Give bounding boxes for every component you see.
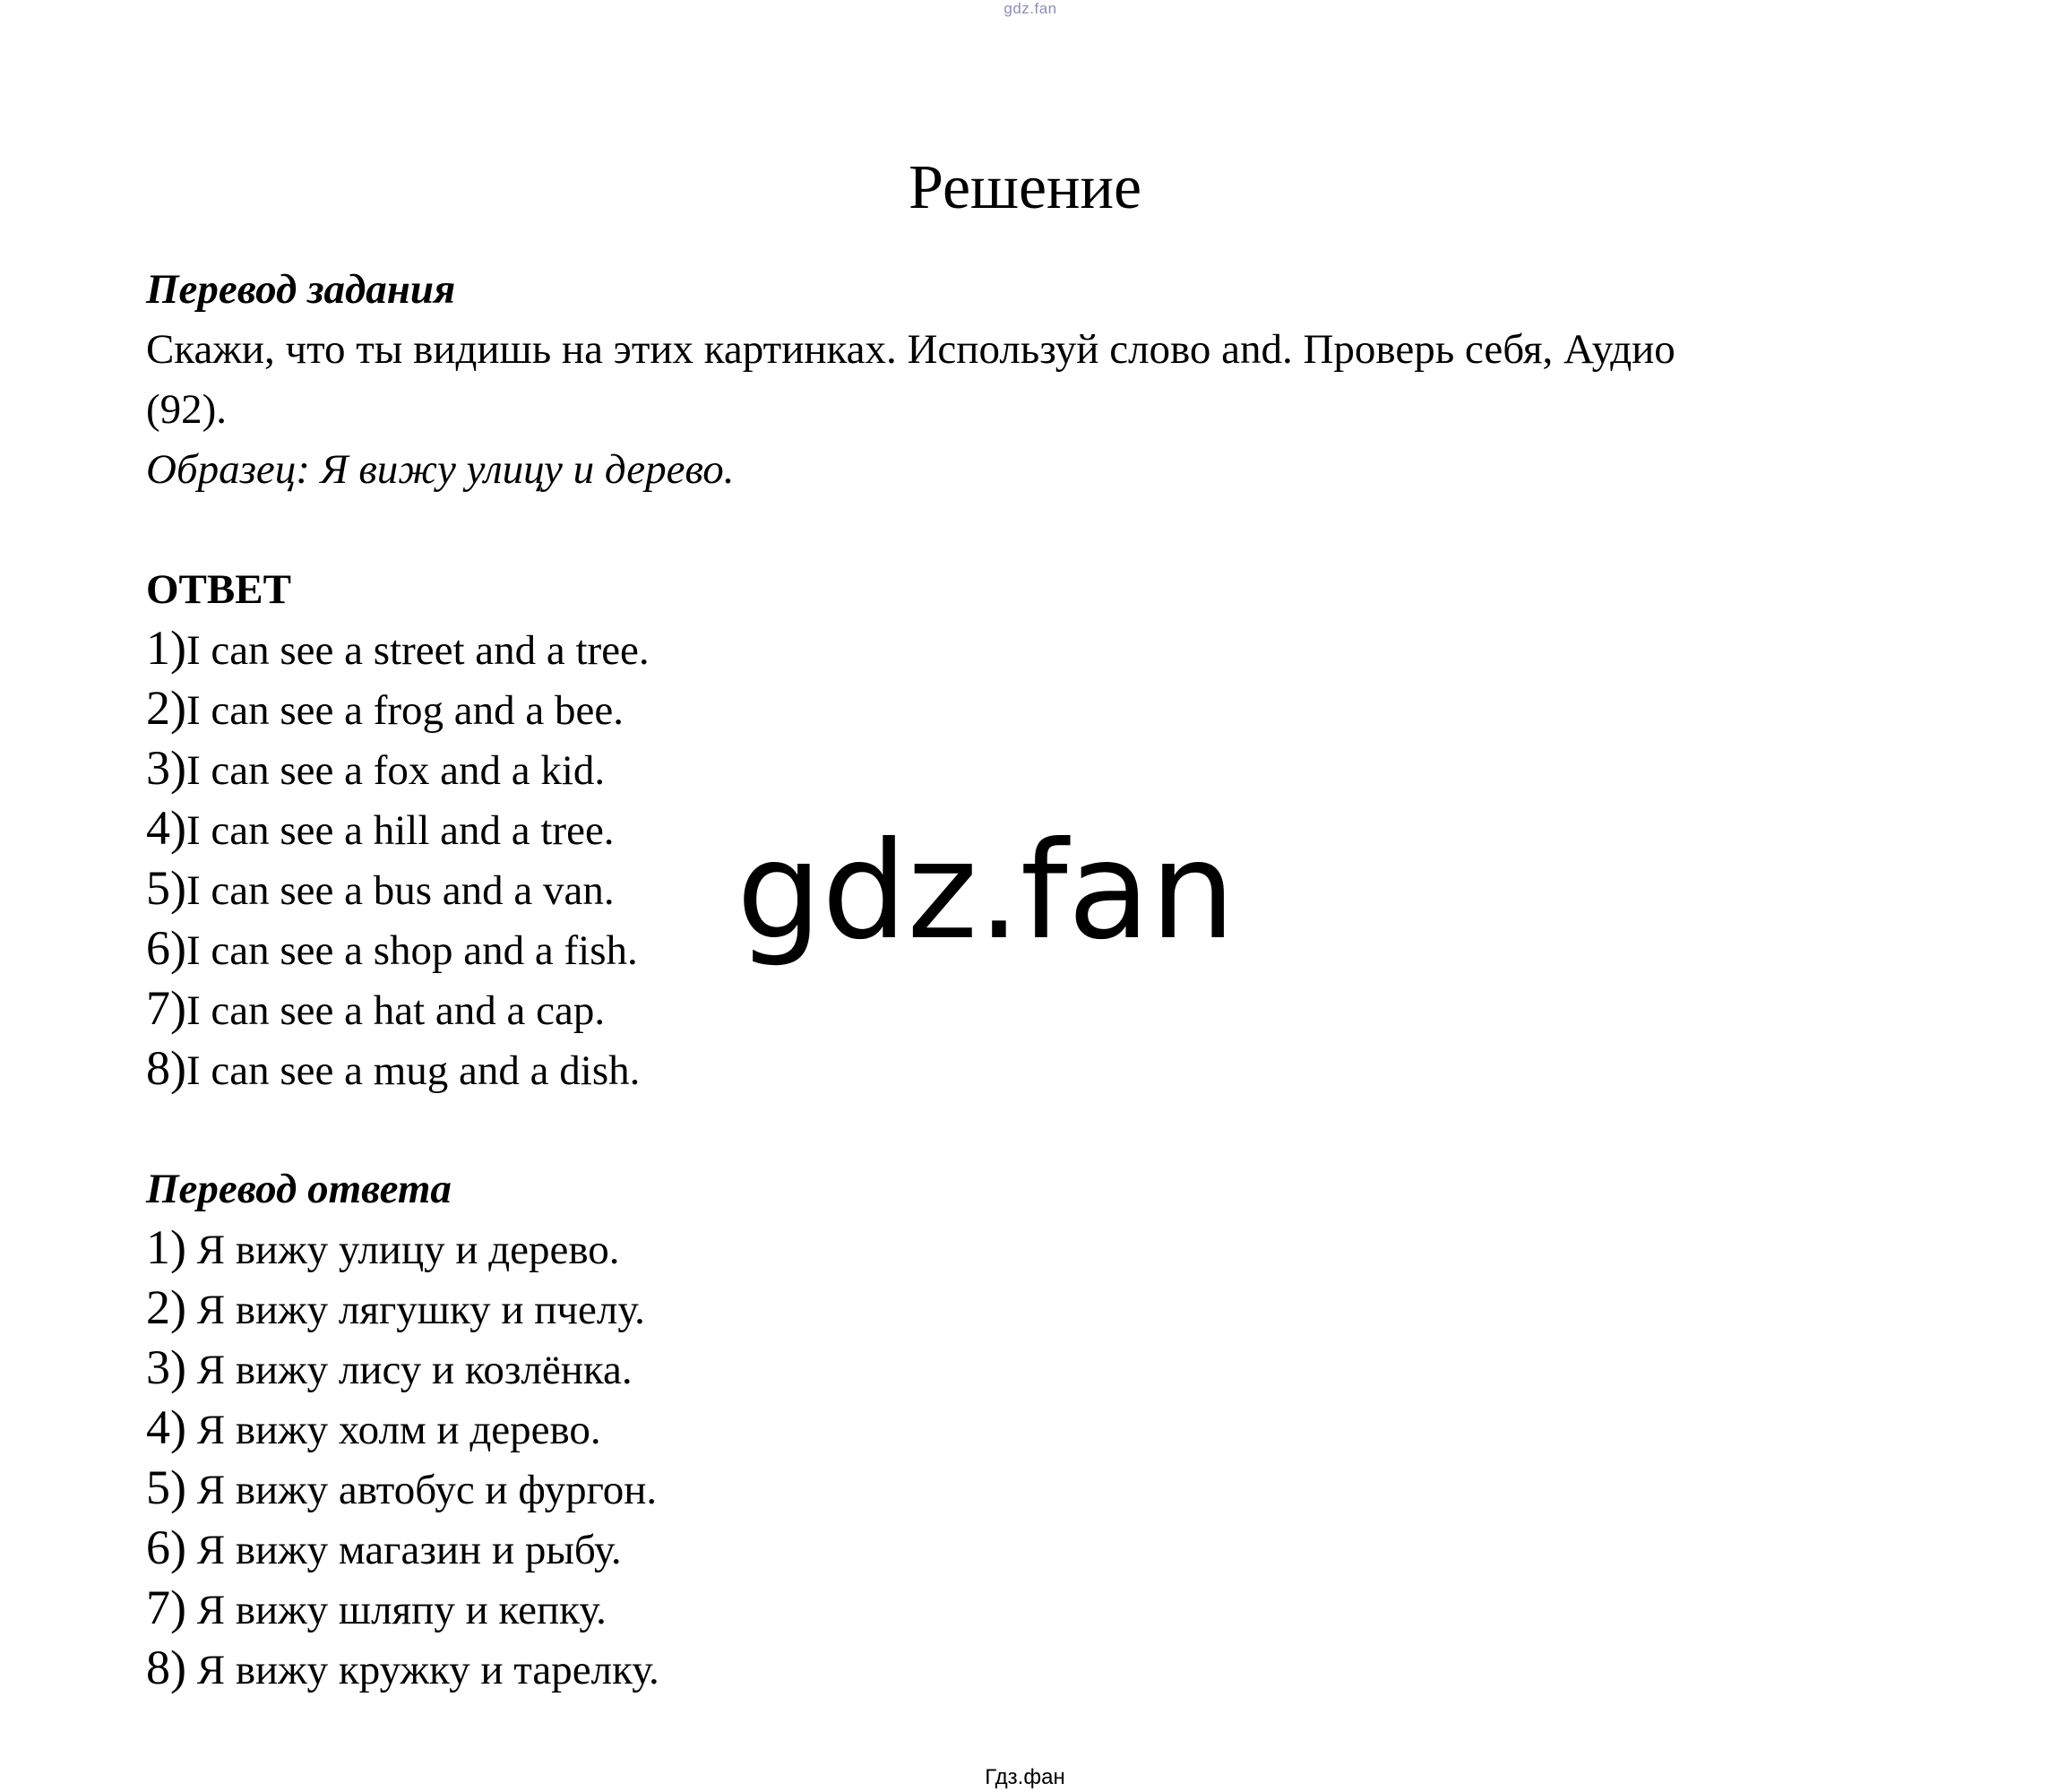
- translation-item: [146, 1578, 1902, 1638]
- answer-text: I can see a street and a tree.: [185, 627, 650, 674]
- translation-text: Я вижу автобус и фургон.: [185, 1467, 658, 1513]
- answer-item: [146, 678, 1902, 738]
- translation-list: [146, 1218, 1902, 1698]
- translation-heading: Перевод ответа: [146, 1166, 452, 1212]
- answer-text: I can see a shop and a fish.: [185, 927, 638, 974]
- answer-text: I can see a frog and a bee.: [185, 687, 624, 734]
- translation-item: [146, 1458, 1902, 1518]
- translation-text: Я вижу кружку и тарелку.: [185, 1647, 659, 1693]
- translation-number: 7): [146, 1581, 186, 1634]
- answer-text: I can see a bus and a van.: [185, 867, 615, 914]
- footer-watermark: Гдз.фан: [985, 1765, 1065, 1789]
- translation-text: Я вижу лису и козлёнка.: [185, 1347, 633, 1393]
- answer-number: 1): [146, 621, 186, 675]
- translation-number: 1): [146, 1220, 186, 1274]
- answer-item: [146, 978, 1902, 1038]
- answer-number: 7): [146, 981, 186, 1035]
- translation-number: 8): [146, 1641, 186, 1694]
- translation-item: [146, 1338, 1902, 1398]
- answer-text: I can see a fox and a kid.: [185, 747, 606, 794]
- task-heading: Перевод задания: [146, 266, 456, 313]
- answer-number: 2): [146, 681, 186, 735]
- translation-item: [146, 1638, 1902, 1698]
- translation-text: Я вижу шляпу и кепку.: [185, 1587, 607, 1633]
- translation-number: 2): [146, 1280, 186, 1334]
- translation-item: [146, 1518, 1902, 1578]
- page-title: Решение: [908, 153, 1142, 222]
- translation-item: [146, 1398, 1902, 1458]
- translation-item: [146, 1218, 1902, 1278]
- translation-number: 5): [146, 1460, 186, 1514]
- translation-text: Я вижу магазин и рыбу.: [185, 1527, 622, 1573]
- answer-heading: ОТВЕТ: [146, 566, 291, 613]
- answer-number: 6): [146, 921, 186, 975]
- translation-number: 6): [146, 1521, 186, 1574]
- answer-number: 8): [146, 1041, 186, 1095]
- answer-number: 5): [146, 861, 186, 915]
- answer-number: 3): [146, 741, 186, 795]
- translation-number: 3): [146, 1340, 186, 1394]
- answer-item: [146, 618, 1902, 678]
- task-sample: Образец: Я вижу улицу и дерево.: [146, 446, 735, 493]
- answer-item: [146, 738, 1902, 798]
- site-watermark: gdz.fan: [736, 814, 1236, 969]
- answer-number: 4): [146, 801, 186, 855]
- translation-item: [146, 1278, 1902, 1338]
- answer-text: I can see a hat and a cap.: [185, 987, 606, 1034]
- translation-text: Я вижу холм и дерево.: [185, 1407, 601, 1453]
- translation-text: Я вижу лягушку и пчелу.: [185, 1287, 645, 1333]
- document-body: [146, 260, 1902, 1698]
- answer-item: [146, 1038, 1902, 1098]
- translation-text: Я вижу улицу и дерево.: [185, 1227, 620, 1273]
- task-text-line2: (92).: [146, 386, 228, 433]
- header-watermark: gdz.fan: [1003, 0, 1057, 17]
- task-text-line1: Скажи, что ты видишь на этих картинках. Используй слово and. Проверь себя, Аудио: [146, 326, 1675, 373]
- answer-text: I can see a hill and a tree.: [185, 807, 615, 854]
- translation-number: 4): [146, 1400, 186, 1454]
- answer-text: I can see a mug and a dish.: [185, 1047, 641, 1094]
